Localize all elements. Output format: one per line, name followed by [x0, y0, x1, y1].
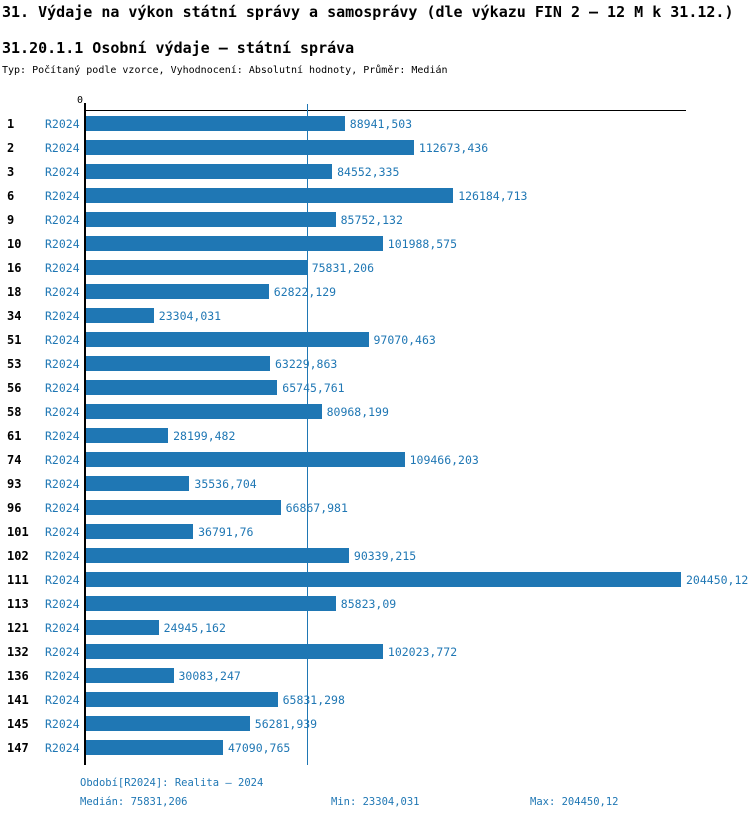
- x-axis-line: [84, 110, 686, 111]
- value-bar: [86, 116, 345, 131]
- row-number-label: 9: [7, 213, 15, 227]
- chart-row: [0, 328, 750, 352]
- value-bar: [86, 356, 270, 371]
- value-bar: [86, 548, 349, 563]
- chart-row: [0, 640, 750, 664]
- chart-row: [0, 112, 750, 136]
- value-label: 85823,09: [340, 597, 397, 611]
- value-bar: [86, 404, 322, 419]
- value-bar: [86, 476, 189, 491]
- chart-row: [0, 184, 750, 208]
- row-number-label: 53: [7, 357, 22, 371]
- value-bar: [86, 452, 405, 467]
- row-period-label: R2024: [45, 117, 80, 131]
- row-number-label: 96: [7, 501, 22, 515]
- footer-period-line: Období[R2024]: Realita – 2024: [80, 777, 264, 789]
- chart-row: [0, 448, 750, 472]
- value-label: 112673,436: [418, 141, 489, 155]
- chart-row: [0, 664, 750, 688]
- value-label: 23304,031: [158, 309, 222, 323]
- value-label: 126184,713: [458, 189, 528, 203]
- row-period-label: R2024: [45, 237, 80, 251]
- row-period-label: R2024: [45, 285, 80, 299]
- value-label: 56281,939: [254, 717, 318, 731]
- value-label: 85752,132: [340, 213, 403, 227]
- row-number-label: 147: [7, 741, 29, 755]
- row-number-label: 121: [7, 621, 29, 635]
- value-bar: [86, 380, 277, 395]
- row-period-label: R2024: [45, 693, 80, 707]
- row-period-label: R2024: [45, 213, 80, 227]
- value-label: 75831,206: [311, 261, 374, 275]
- footer-min-value: Min: 23304,031: [331, 796, 420, 808]
- row-period-label: R2024: [45, 477, 80, 491]
- value-label: 24945,162: [163, 621, 226, 635]
- row-number-label: 2: [7, 141, 15, 155]
- row-period-label: R2024: [45, 165, 80, 179]
- value-label: 80968,199: [326, 405, 389, 419]
- row-number-label: 101: [7, 525, 29, 539]
- value-bar: [86, 212, 336, 227]
- value-bar: [86, 308, 154, 323]
- median-line: [307, 104, 308, 765]
- row-number-label: 113: [7, 597, 29, 611]
- report-title: 31. Výdaje na výkon státní správy a samosprávy (dle výkazu FIN 2 – 12 M k 31.12.): [2, 3, 734, 21]
- value-label: 28199,482: [173, 429, 236, 443]
- value-bar: [86, 596, 336, 611]
- row-number-label: 145: [7, 717, 29, 731]
- value-label: 30083,247: [178, 669, 241, 683]
- chart-row: [0, 568, 750, 592]
- row-period-label: R2024: [45, 333, 80, 347]
- chart-row: [0, 520, 750, 544]
- row-period-label: R2024: [45, 381, 80, 395]
- value-label: 63229,863: [275, 357, 338, 371]
- value-bar: [86, 428, 168, 443]
- chart-row: [0, 208, 750, 232]
- row-period-label: R2024: [45, 453, 80, 467]
- value-label: 101988,575: [387, 237, 458, 251]
- value-bar: [86, 524, 193, 539]
- value-label: 65745,761: [282, 381, 345, 395]
- row-period-label: R2024: [45, 309, 80, 323]
- value-bar: [86, 692, 278, 707]
- value-bar: [86, 284, 269, 299]
- row-period-label: R2024: [45, 669, 80, 683]
- value-bar: [86, 572, 681, 587]
- row-number-label: 34: [7, 309, 22, 323]
- chart-row: [0, 424, 750, 448]
- row-number-label: 16: [7, 261, 22, 275]
- value-bar: [86, 500, 281, 515]
- value-label: 102023,772: [387, 645, 458, 659]
- row-period-label: R2024: [45, 549, 80, 563]
- chart-row: [0, 256, 750, 280]
- row-number-label: 102: [7, 549, 29, 563]
- chart-row: [0, 136, 750, 160]
- row-period-label: R2024: [45, 261, 80, 275]
- value-bar: [86, 188, 453, 203]
- footer-max-value: Max: 204450,12: [530, 796, 619, 808]
- chart-row: [0, 472, 750, 496]
- row-number-label: 3: [7, 165, 15, 179]
- chart-row: [0, 160, 750, 184]
- value-label: 62822,129: [273, 285, 337, 299]
- row-number-label: 61: [7, 429, 22, 443]
- row-number-label: 141: [7, 693, 29, 707]
- value-label: 90339,215: [353, 549, 417, 563]
- chart-row: [0, 688, 750, 712]
- row-number-label: 74: [7, 453, 22, 467]
- value-bar: [86, 620, 159, 635]
- row-period-label: R2024: [45, 525, 80, 539]
- row-period-label: R2024: [45, 717, 80, 731]
- chart-row: [0, 592, 750, 616]
- chart-row: [0, 232, 750, 256]
- row-number-label: 58: [7, 405, 22, 419]
- section-title: 31.20.1.1 Osobní výdaje – státní správa: [2, 39, 355, 57]
- chart-row: [0, 400, 750, 424]
- chart-row: [0, 280, 750, 304]
- chart-row: [0, 376, 750, 400]
- chart-row: [0, 544, 750, 568]
- row-period-label: R2024: [45, 501, 80, 515]
- row-number-label: 132: [7, 645, 29, 659]
- chart-row: [0, 736, 750, 760]
- row-number-label: 136: [7, 669, 29, 683]
- value-bar: [86, 236, 383, 251]
- row-period-label: R2024: [45, 405, 80, 419]
- chart-row: [0, 616, 750, 640]
- value-label: 109466,203: [409, 453, 479, 467]
- value-label: 84552,335: [337, 165, 400, 179]
- chart-row: [0, 304, 750, 328]
- row-period-label: R2024: [45, 573, 80, 587]
- value-label: 97070,463: [373, 333, 436, 347]
- row-period-label: R2024: [45, 429, 80, 443]
- row-number-label: 93: [7, 477, 22, 491]
- row-number-label: 111: [7, 573, 29, 587]
- value-bar: [86, 332, 369, 347]
- value-label: 36791,76: [198, 525, 254, 539]
- row-period-label: R2024: [45, 597, 80, 611]
- row-period-label: R2024: [45, 621, 80, 635]
- row-number-label: 10: [7, 237, 22, 251]
- chart-row: [0, 496, 750, 520]
- row-period-label: R2024: [45, 141, 80, 155]
- row-period-label: R2024: [45, 189, 80, 203]
- chart-row: [0, 352, 750, 376]
- value-bar: [86, 716, 250, 731]
- x-axis-zero-tick-label: 0: [77, 95, 84, 106]
- row-period-label: R2024: [45, 645, 80, 659]
- value-label: 88941,503: [349, 117, 413, 131]
- value-bar: [86, 644, 383, 659]
- row-number-label: 18: [7, 285, 22, 299]
- value-label: 35536,704: [194, 477, 257, 491]
- value-bar: [86, 260, 307, 275]
- value-label: 204450,12: [686, 573, 749, 587]
- chart-row: [0, 712, 750, 736]
- row-number-label: 56: [7, 381, 22, 395]
- value-bar: [86, 740, 223, 755]
- value-bar: [86, 140, 414, 155]
- value-bar: [86, 668, 174, 683]
- row-period-label: R2024: [45, 741, 80, 755]
- row-number-label: 1: [7, 117, 15, 131]
- value-bar: [86, 164, 332, 179]
- value-label: 65831,298: [282, 693, 345, 707]
- chart-meta-line: Typ: Počítaný podle vzorce, Vyhodnocení: Absolutní hodnoty, Průměr: Medián: [2, 65, 448, 76]
- footer-median-value: Medián: 75831,206: [80, 796, 188, 808]
- value-label: 47090,765: [228, 741, 291, 755]
- value-label: 66867,981: [285, 501, 348, 515]
- row-period-label: R2024: [45, 357, 80, 371]
- row-number-label: 6: [7, 189, 15, 203]
- row-number-label: 51: [7, 333, 22, 347]
